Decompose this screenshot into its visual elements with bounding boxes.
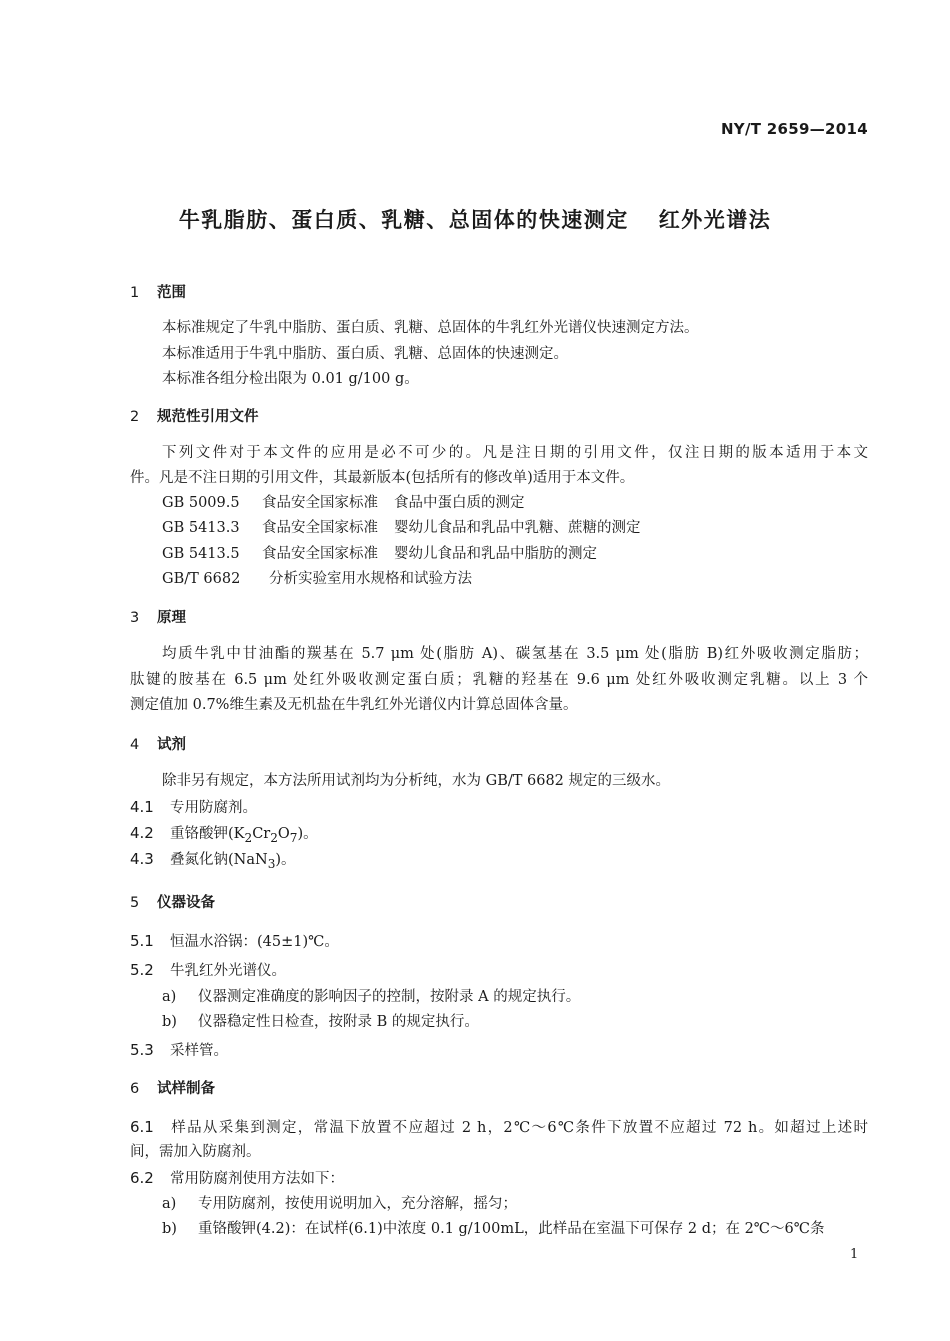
- title-method: 红外光谱法: [658, 208, 772, 232]
- title-main: 牛乳脂肪、蛋白质、乳糖、总固体的快速测定: [178, 208, 629, 232]
- reagent-item: 4.1 专用防腐剂。: [130, 798, 257, 816]
- equipment-sub-item: a) 仪器测定准确度的影响因子的控制，按附录 A 的规定执行。: [162, 989, 581, 1005]
- reference-item: GB 5413.5 食品安全国家标准 婴幼儿食品和乳品中脂肪的测定: [162, 546, 597, 562]
- preservative-sub-item: b) 重铬酸钾(4.2)：在试样(6.1)中浓度 0.1 g/100mL，此样品在室温下可保存 2 d；在 2℃～6℃条: [162, 1221, 825, 1237]
- section-3-line-2: 肽键的胺基在 6.5 μm 处红外吸收测定蛋白质；乳糖的羟基在 9.6 μm 处红外吸收测定乳糖。以上 3 个: [130, 672, 868, 688]
- equipment-item: 5.3 采样管。: [130, 1041, 228, 1059]
- section-4-heading: 4 试剂: [130, 737, 186, 753]
- section-4-para: 除非另有规定，本方法所用试剂均为分析纯，水为 GB/T 6682 规定的三级水。: [162, 773, 671, 789]
- equipment-item: 5.1 恒温水浴锅：(45±1)℃。: [130, 932, 339, 950]
- reagent-item: 4.3 叠氮化钠(NaN$_3$)。: [130, 850, 296, 871]
- section-3-line-1: 均质牛乳中甘油酯的羰基在 5.7 μm 处(脂肪 A)、碳氢基在 3.5 μm 处(脂肪 B)红外吸收测定脂肪；: [162, 646, 868, 662]
- document-title: [0, 204, 950, 234]
- sample-prep-item-1-line-1: 6.1 样品从采集到测定，常温下放置不应超过 2 h，2℃～6℃条件下放置不应超过 72 h。如超过上述时: [130, 1118, 868, 1136]
- page-number: 1: [850, 1247, 859, 1262]
- section-2-para-line-1: 下列文件对于本文件的应用是必不可少的。凡是注日期的引用文件，仅注日期的版本适用于本文: [162, 445, 868, 461]
- section-3-line-3: 测定值加 0.7%维生素及无机盐在牛乳红外光谱仪内计算总固体含量。: [130, 697, 578, 713]
- section-3-heading: 3 原理: [130, 610, 186, 626]
- equipment-item: 5.2 牛乳红外光谱仪。: [130, 961, 286, 979]
- section-1-para-2: 本标准适用于牛乳中脂肪、蛋白质、乳糖、总固体的快速测定。: [162, 346, 568, 362]
- document-code: NY/T 2659—2014: [720, 120, 868, 138]
- reference-item: GB/T 6682 分析实验室用水规格和试验方法: [162, 571, 472, 587]
- reference-item: GB 5413.3 食品安全国家标准 婴幼儿食品和乳品中乳糖、蔗糖的测定: [162, 520, 641, 536]
- section-1-heading: 1 范围: [130, 285, 186, 301]
- section-5-heading: 5 仪器设备: [130, 895, 215, 911]
- section-2-para-line-2: 件。凡是不注日期的引用文件，其最新版本(包括所有的修改单)适用于本文件。: [130, 470, 635, 486]
- section-6-heading: 6 试样制备: [130, 1081, 215, 1097]
- sample-prep-item-2: 6.2 常用防腐剂使用方法如下：: [130, 1169, 344, 1187]
- section-1-para-1: 本标准规定了牛乳中脂肪、蛋白质、乳糖、总固体的牛乳红外光谱仪快速测定方法。: [162, 320, 699, 336]
- equipment-sub-item: b) 仪器稳定性日检查，按附录 B 的规定执行。: [162, 1014, 479, 1030]
- sample-prep-item-1-line-2: 间，需加入防腐剂。: [130, 1144, 261, 1160]
- reference-item: GB 5009.5 食品安全国家标准 食品中蛋白质的测定: [162, 495, 525, 511]
- reagent-item: 4.2 重铬酸钾$(K_2Cr_2O_7)$。: [130, 824, 318, 845]
- section-2-heading: 2 规范性引用文件: [130, 409, 259, 425]
- preservative-sub-item: a) 专用防腐剂，按使用说明加入，充分溶解，摇匀；: [162, 1196, 517, 1212]
- section-1-para-3: 本标准各组分检出限为 0.01 g/100 g。: [162, 371, 419, 387]
